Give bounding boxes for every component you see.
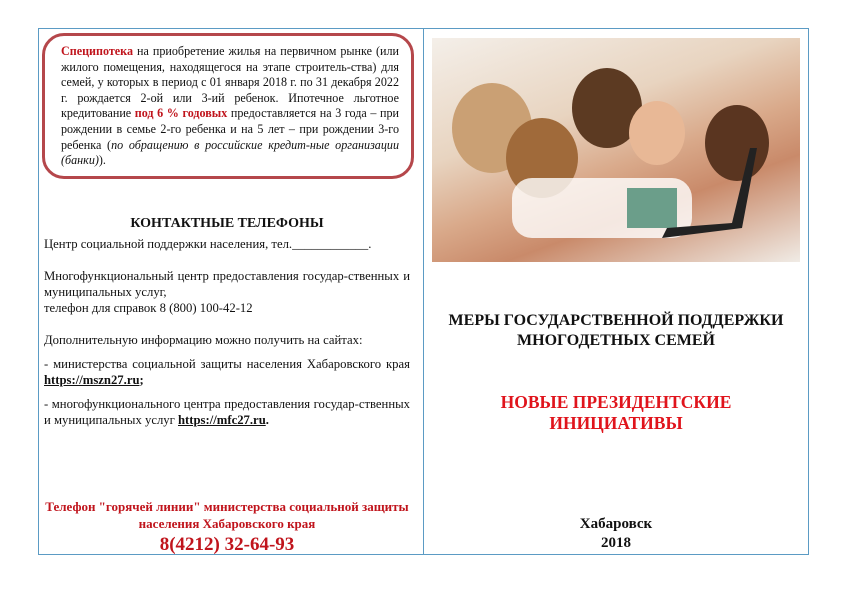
site1: [44, 356, 410, 388]
text: на приобретение жилья на первичном рынке (или жилого помещения, находящегося на этапе строитель-ства) для семей, у которых в период с 01 января 2018 г. по 31 декабря 2022 г. рождается 2-ой или 3-ий ребенок. Ипотечное льготное кредитование: [61, 44, 399, 121]
mortgage-info-box: [42, 33, 414, 179]
mszn-link[interactable]: https://mszn27.ru: [44, 373, 140, 387]
text: ).: [98, 153, 106, 168]
family-illustration: [432, 38, 800, 262]
family-photo: [432, 38, 800, 262]
social-center: Центр социальной поддержки населения, тел.____________.: [44, 237, 372, 251]
mfc-link[interactable]: https://mfc27.ru: [178, 413, 266, 427]
rate: под 6 % годовых: [134, 106, 228, 121]
text: предоставляется на 3 года – при рождении в семье 2-го ребенка и на 5 лет – при рождении 3-го ребенка (: [61, 106, 399, 152]
hotline-text: Телефон "горячей линии" министерства социальной защиты населения Хабаровского края: [45, 499, 409, 531]
brochure-title: МЕРЫ ГОСУДАРСТВЕННОЙ ПОДДЕРЖКИ МНОГОДЕТНЫХ СЕМЕЙ: [448, 312, 784, 349]
brochure-subtitle: НОВЫЕ ПРЕЗИДЕНТСКИЕ ИНИЦИАТИВЫ: [500, 392, 732, 433]
brochure-footer: [432, 515, 800, 553]
hotline: [44, 498, 410, 553]
text: .: [265, 413, 269, 427]
term: Специпотека: [61, 44, 134, 58]
contacts-section: [44, 216, 410, 428]
text: по обращению в российские кредит-ные организации (банки): [61, 137, 399, 168]
city: Хабаровск: [579, 516, 653, 532]
hotline-number: 8(4212) 32-64-93: [159, 534, 295, 555]
site2: [44, 396, 410, 428]
contacts-title: КОНТАКТНЫЕ ТЕЛЕФОНЫ: [130, 216, 324, 231]
text: ;: [139, 373, 144, 387]
year: 2018: [601, 535, 631, 551]
fold-divider: [423, 28, 424, 555]
more-info: Дополнительную информацию можно получить на сайтах:: [44, 333, 363, 347]
mfc-info: Многофункциональный центр предоставления государ-ственных и муниципальных услуг,: [44, 269, 410, 299]
text: - многофункционального центра предоставления государ-ственных и муниципальных услуг: [44, 397, 410, 427]
mfc-phone: телефон для справок 8 (800) 100-42-12: [44, 301, 253, 315]
text: - министерства социальной защиты населения Хабаровского края: [44, 357, 410, 371]
